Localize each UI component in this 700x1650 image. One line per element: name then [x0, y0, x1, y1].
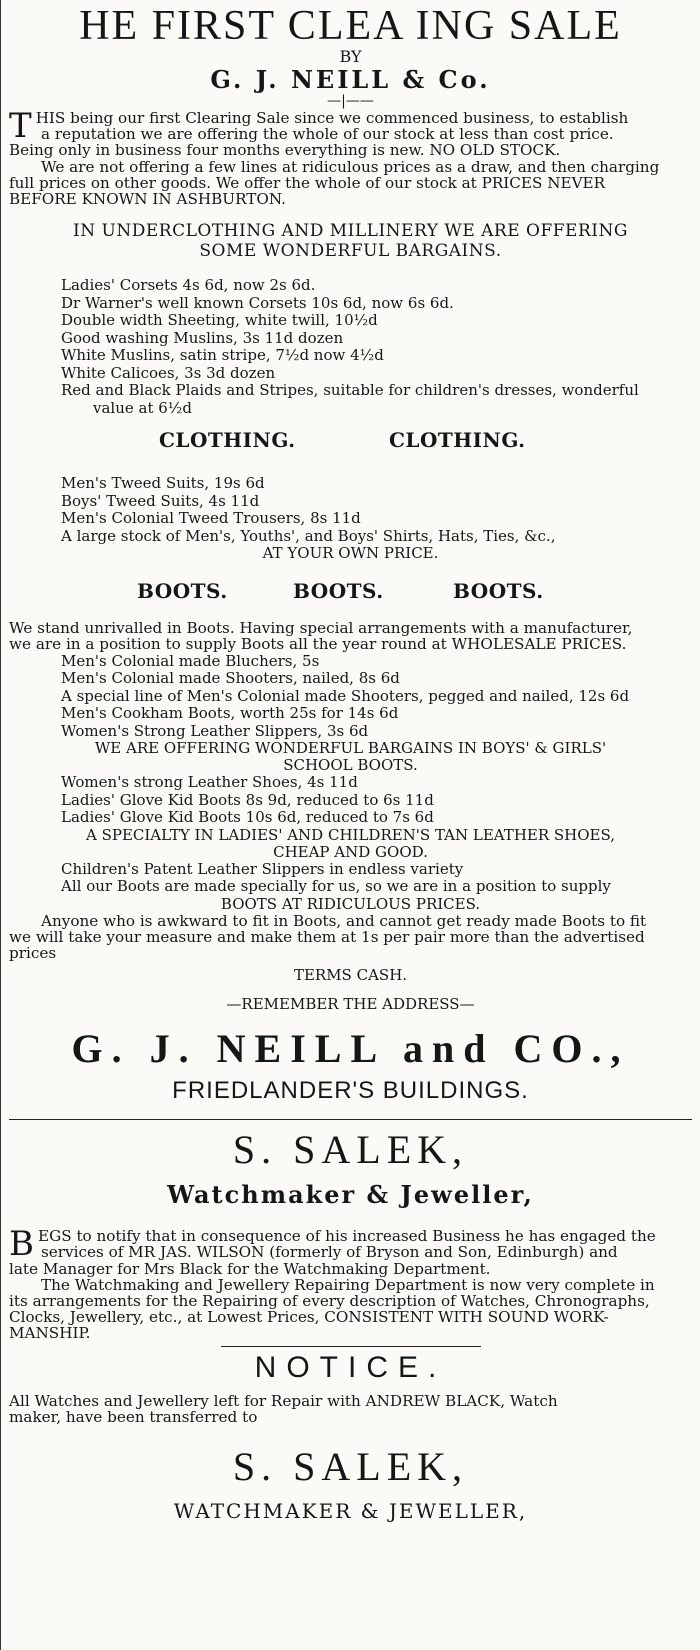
salek-body-line: its arrangements for the Repairing of every description of Watches, Chronographs,	[9, 1292, 650, 1311]
address-firm: G. J. NEILL and CO.,	[71, 1026, 630, 1072]
section-divider	[9, 1119, 692, 1120]
underclothing-heading-line: IN UNDERCLOTHING AND MILLINERY WE ARE OFFERING	[73, 221, 628, 242]
school-boots-line: SCHOOL BOOTS.	[283, 756, 418, 775]
list-item: Red and Black Plaids and Stripes, suitable for children's dresses, wonderful	[61, 381, 639, 400]
intro-line: We are not offering a few lines at ridiculous prices as a draw, and then charging	[41, 157, 660, 176]
list-item: Men's Colonial Tweed Trousers, 8s 11d	[61, 509, 361, 528]
boots-intro-line: We stand unrivalled in Boots. Having special arrangements with a manufacturer,	[9, 619, 633, 638]
measure-line: Anyone who is awkward to fit in Boots, and cannot get ready made Boots to fit	[41, 911, 647, 930]
salek-name: S. SALEK,	[232, 1127, 469, 1173]
intro-dropcap: T	[9, 106, 32, 146]
salek-dropcap: B	[9, 1224, 34, 1265]
list-item: Men's Colonial made Bluchers, 5s	[61, 651, 320, 670]
boots-heading: BOOTS.	[453, 579, 544, 604]
tan-shoes-heading	[9, 827, 692, 861]
intro-paragraph	[9, 106, 692, 209]
intro-line: full prices on other goods. We offer the whole of our stock at PRICES NEVER	[9, 173, 606, 192]
remember-address: —REMEMBER THE ADDRESS—	[226, 995, 475, 1014]
salek-trade-2: WATCHMAKER & JEWELLER,	[173, 1499, 528, 1524]
salek-body-line: late Manager for Mrs Black for the Watchmaking Department.	[9, 1259, 491, 1278]
list-item: Ladies' Corsets 4s 6d, now 2s 6d.	[61, 276, 316, 295]
intro-line: Being only in business four months everything is new. NO OLD STOCK.	[9, 141, 561, 160]
boots-heading: BOOTS.	[137, 579, 228, 604]
underclothing-list	[9, 277, 692, 417]
list-item: Men's Cookham Boots, worth 25s for 14s 6d	[61, 704, 399, 723]
intro-line: a reputation we are offering the whole of our stock at less than cost price.	[41, 125, 614, 144]
notice-line: maker, have been transferred to	[9, 1407, 258, 1426]
sale-title: HE FIRST CLEA ING SALE	[79, 3, 622, 49]
short-divider	[221, 1346, 481, 1347]
list-item: Double width Sheeting, white twill, 10½d	[61, 311, 378, 330]
list-item: Boys' Tweed Suits, 4s 11d	[61, 491, 260, 510]
salek-body-line: services of MR JAS. WILSON (formerly of Bryson and Son, Edinburgh) and	[41, 1243, 618, 1262]
boots-intro	[9, 620, 692, 652]
salek-body-line: Clocks, Jewellery, etc., at Lowest Prices, CONSISTENT WITH SOUND WORK-	[9, 1308, 609, 1327]
measure-paragraph	[9, 913, 692, 962]
list-item-continuation: value at 6½d	[93, 398, 192, 417]
underclothing-heading	[9, 221, 692, 261]
list-item: A special line of Men's Colonial made Shooters, pegged and nailed, 12s 6d	[61, 686, 630, 705]
tan-shoes-line: A SPECIALTY IN LADIES' AND CHILDREN'S TAN LEATHER SHOES,	[85, 825, 616, 844]
measure-line: prices	[9, 944, 57, 963]
measure-line: we will take your measure and make them at 1s per pair more than the advertised	[9, 927, 645, 946]
salek-trade: Watchmaker & Jeweller,	[167, 1180, 534, 1210]
list-item: Men's Tweed Suits, 19s 6d	[61, 474, 265, 493]
salek-body-line: MANSHIP.	[9, 1324, 91, 1343]
list-item: Dr Warner's well known Corsets 10s 6d, now 6s 6d.	[61, 293, 454, 312]
list-item: Children's Patent Leather Slippers in endless variety	[61, 859, 464, 878]
salek-name-2: S. SALEK,	[232, 1444, 469, 1490]
intro-line: HIS being our first Clearing Sale since we commenced business, to establish	[35, 109, 629, 127]
salek-body-line: The Watchmaking and Jewellery Repairing Department is now very complete in	[41, 1275, 655, 1294]
clothing-list	[9, 475, 692, 545]
boots-list-2	[9, 774, 692, 827]
clothing-heading-row	[9, 427, 692, 453]
header-divider: —|——	[327, 93, 374, 109]
underclothing-heading-line: SOME WONDERFUL BARGAINS.	[199, 241, 502, 262]
school-boots-heading	[9, 740, 692, 774]
tan-shoes-line: CHEAP AND GOOD.	[273, 842, 428, 861]
notice-heading: NOTICE.	[254, 1350, 447, 1384]
address-building: FRIEDLANDER'S BUILDINGS.	[172, 1077, 529, 1105]
ridiculous-prices: BOOTS AT RIDICULOUS PRICES.	[220, 894, 481, 913]
terms-cash: TERMS CASH.	[293, 966, 408, 985]
notice-line: All Watches and Jewellery left for Repair with ANDREW BLACK, Watch	[9, 1391, 558, 1410]
boots-list-1	[9, 653, 692, 741]
list-item: All our Boots are made specially for us, so we are in a position to supply	[61, 877, 611, 896]
clothing-tagline: AT YOUR OWN PRICE.	[262, 544, 439, 563]
boots-heading: BOOTS.	[293, 579, 384, 604]
clothing-heading: CLOTHING.	[159, 428, 296, 453]
notice-body	[9, 1393, 692, 1425]
list-item: A large stock of Men's, Youths', and Boys' Shirts, Hats, Ties, &c.,	[61, 526, 556, 545]
list-item: Good washing Muslins, 3s 11d dozen	[61, 328, 344, 347]
boots-heading-row	[9, 578, 692, 604]
sale-header	[9, 4, 692, 108]
list-item: Women's strong Leather Shoes, 4s 11d	[61, 773, 358, 792]
list-item: Men's Colonial made Shooters, nailed, 8s 6d	[61, 669, 400, 688]
intro-line: BEFORE KNOWN IN ASHBURTON.	[9, 190, 286, 209]
school-boots-line: WE ARE OFFERING WONDERFUL BARGAINS IN BOYS' & GIRLS'	[94, 739, 607, 758]
list-item: Ladies' Glove Kid Boots 8s 9d, reduced to 6s 11d	[61, 790, 434, 809]
firm-name: G. J. NEILL & Co.	[210, 65, 491, 94]
salek-body	[9, 1224, 692, 1343]
list-item: Ladies' Glove Kid Boots 10s 6d, reduced to 7s 6d	[61, 808, 434, 827]
boots-intro-line: we are in a position to supply Boots all the year round at WHOLESALE PRICES.	[9, 635, 627, 654]
by-label: BY	[339, 47, 362, 66]
list-item: Women's Strong Leather Slippers, 3s 6d	[61, 721, 369, 740]
salek-body-line: EGS to notify that in consequence of his increased Business he has engaged the	[38, 1227, 656, 1246]
clothing-heading: CLOTHING.	[389, 428, 526, 453]
list-item: White Calicoes, 3s 3d dozen	[61, 363, 276, 382]
list-item: White Muslins, satin stripe, 7½d now 4½d	[61, 346, 384, 365]
boots-list-3	[9, 861, 692, 896]
